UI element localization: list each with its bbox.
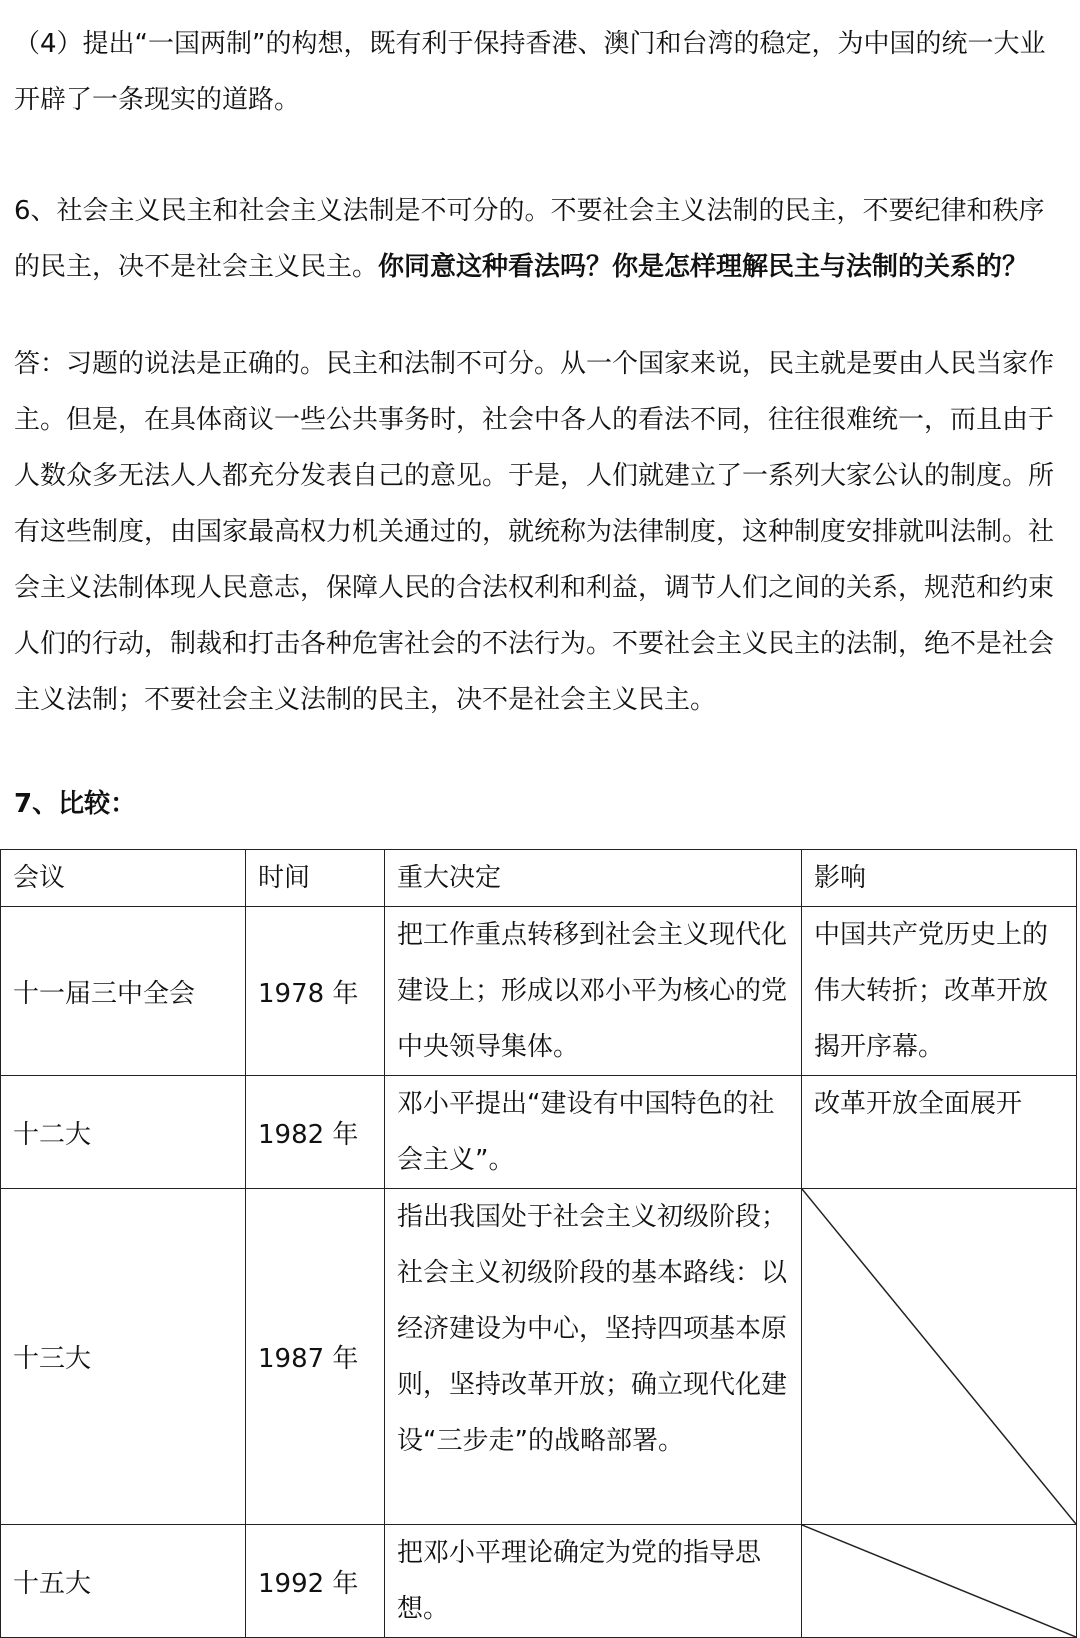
cell-time: 1978 年 <box>246 907 385 1076</box>
cell-impact-empty <box>802 1525 1077 1638</box>
question-6-statement: 6、社会主义民主和社会主义法制是不可分的。不要社会主义法制的民主，不要纪律和秩序的民主，决不是社会主义民主。 <box>14 196 1045 282</box>
question-6 <box>14 183 1066 295</box>
cell-decision: 指出我国处于社会主义初级阶段；社会主义初级阶段的基本路线：以经济建设为中心，坚持四项基本原则，坚持改革开放；确立现代化建设“三步走”的战略部署。 <box>385 1189 802 1525</box>
cell-meeting: 十一届三中全会 <box>1 907 246 1076</box>
question-6-answer: 答：习题的说法是正确的。民主和法制不可分。从一个国家来说，民主就是要由人民当家作主。但是，在具体商议一些公共事务时，社会中各人的看法不同，往往很难统一，而且由于人数众多无法人人都充分发表自己的意见。于是，人们就建立了一系列大家公认的制度。所有这些制度，由国家最高权力机关通过的，就统称为法律制度，这种制度安排就叫法制。社会主义法制体现人民意志，保障人民的合法权利和利益，调节人们之间的关系，规范和约束人们的行动，制裁和打击各种危害社会的不法行为。不要社会主义民主的法制，绝不是社会主义法制；不要社会主义法制的民主，决不是社会主义民主。 <box>14 349 1055 715</box>
cell-meeting: 十二大 <box>1 1076 246 1189</box>
question-7-title: 7、比较： <box>14 789 137 819</box>
cell-impact: 改革开放全面展开 <box>802 1076 1077 1189</box>
table-header-row <box>1 850 1077 907</box>
cell-decision: 把工作重点转移到社会主义现代化建设上；形成以邓小平为核心的党中央领导集体。 <box>385 907 802 1076</box>
diagonal-strike <box>802 1189 1076 1524</box>
cell-decision: 邓小平提出“建设有中国特色的社会主义”。 <box>385 1076 802 1189</box>
cell-meeting: 十三大 <box>1 1189 246 1525</box>
table-row <box>1 1076 1077 1189</box>
cell-time: 1982 年 <box>246 1076 385 1189</box>
table-row <box>1 1189 1077 1525</box>
cell-time: 1992 年 <box>246 1525 385 1638</box>
cell-meeting: 十五大 <box>1 1525 246 1638</box>
table-row <box>1 1525 1077 1638</box>
diagonal-strike <box>802 1525 1076 1637</box>
header-time: 时间 <box>246 850 385 907</box>
cell-impact-empty <box>802 1189 1077 1525</box>
header-decision: 重大决定 <box>385 850 802 907</box>
cell-decision: 把邓小平理论确定为党的指导思想。 <box>385 1525 802 1638</box>
header-meeting: 会议 <box>1 850 246 907</box>
question-6-prompt: 你同意这种看法吗？你是怎样理解民主与法制的关系的？ <box>378 252 1029 282</box>
cell-time: 1987 年 <box>246 1189 385 1525</box>
table-row <box>1 907 1077 1076</box>
paragraph-one-country-two-systems: （4）提出“一国两制”的构想，既有利于保持香港、澳门和台湾的稳定，为中国的统一大业开辟了一条现实的道路。 <box>14 29 1046 115</box>
cell-impact: 中国共产党历史上的伟大转折；改革开放揭开序幕。 <box>802 907 1077 1076</box>
comparison-table <box>0 849 1077 1638</box>
header-impact: 影响 <box>802 850 1077 907</box>
